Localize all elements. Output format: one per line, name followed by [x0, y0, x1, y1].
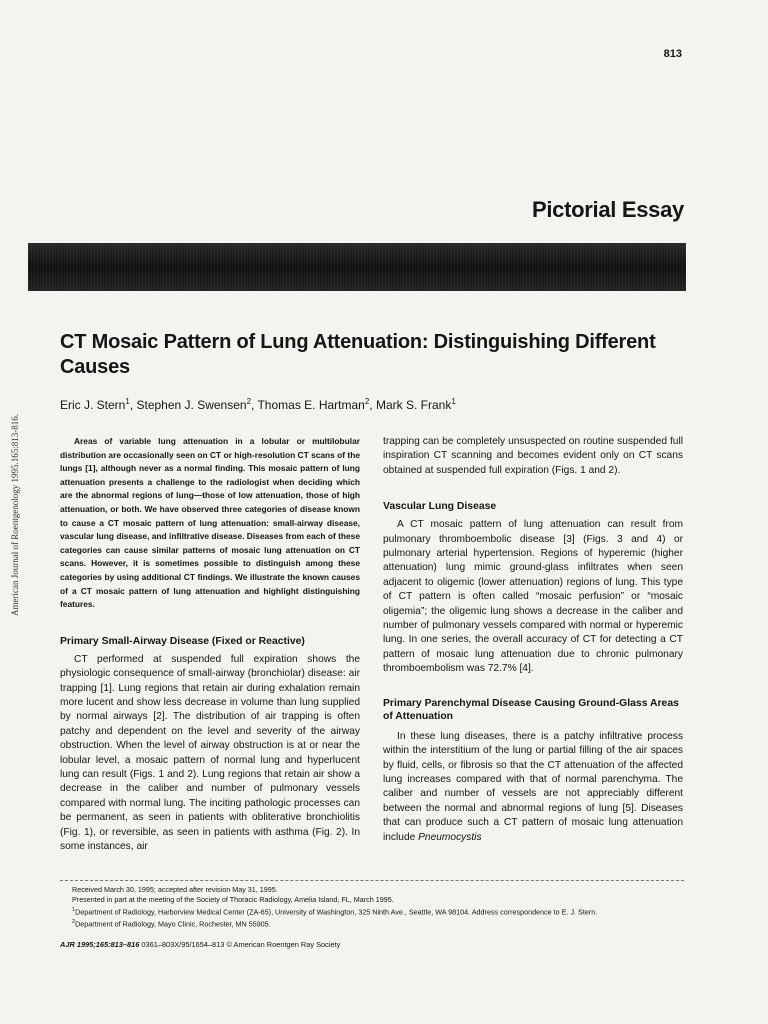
footnote-affiliation-2: $^2$Department of Radiology, Mayo Clinic, Rochester, MN 55905. [72, 919, 271, 929]
page-number: 813 [663, 48, 682, 60]
section-heading-parenchymal: Primary Parenchymal Disease Causing Ground-Glass Areas of Attenuation [383, 697, 679, 722]
section-continuation-small-airway: trapping can be completely unsuspected on routine suspended full inspiration CT scanning and becomes evident only on CT scans obtained at suspended full expiration (Figs. 1 and 2). [383, 436, 683, 476]
author-name: Eric J. Stern [60, 398, 126, 412]
author-affiliation-mark: 1 [125, 397, 130, 406]
section-heading-vascular: Vascular Lung Disease [383, 501, 497, 513]
footnote-presented: Presented in part at the meeting of the Society of Thoracic Radiology, Amelia Island, FL, March 1995. [72, 895, 394, 904]
author-affiliation-mark: 2 [364, 397, 370, 406]
abstract: Areas of variable lung attenuation in a lobular or multilobular distribution are occasionally seen on CT or high-resolution CT scans of the lungs [1], although never as a normal finding. This mosaic pattern of lung attenuation presents a challenge to the radiologist when deciding which are the abnormal regions of lung—those of low attenuation, those of high attenuation, or both. We have observed three categories of disease known to cause a CT mosaic pattern of lung attenuation: small-airway disease, vascular lung disease, and infiltrative disease. Diseases from each of these categories can cause similar patterns of mosaic lung attenuation on CT scans. However, it is sometimes possible to distinguish among these categories by using additional CT findings. We illustrate the known causes of a CT mosaic pattern of lung attenuation and highlight distinguishing features. [60, 436, 360, 610]
article-title: CT Mosaic Pattern of Lung Attenuation: Distinguishing Different Causes [60, 331, 656, 378]
author-affiliation-mark: 1 [451, 397, 456, 406]
side-citation: American Journal of Roentgenology 1995.165:813-816. [10, 414, 20, 616]
author-name: Stephen J. Swensen [136, 398, 247, 412]
decorative-banner [28, 243, 686, 291]
author-name: Mark S. Frank [375, 398, 452, 412]
journal-citation: AJR 1995;165:813–816 0361–803X/95/1654–813 © American Roentgen Ray Society [60, 940, 341, 949]
author-name: Thomas E. Hartman [257, 398, 365, 412]
left-column [60, 435, 360, 854]
section-body-parenchymal: In these lung diseases, there is a patchy infiltrative process within the interstitium of the lung or partial filling of the air spaces by fluid, cells, or fibrosis so that the CT attenuation of the affected lung increases compared with that of normal parenchyma. The caliber and number of vessels are not appreciably different between the normal and abnormal regions of lung [5]. Diseases that can produce such a CT pattern of mosaic lung attenuation include Pneumocystis [383, 730, 683, 843]
italic-term: Pneumocystis [418, 831, 482, 843]
footnote-affiliation-1: $^1$Department of Radiology, Harborview Medical Center (ZA-65), University of Washington, 325 Ninth Ave., Seattle, WA 98104. Address correspondence to E. J. Stern. [72, 907, 598, 917]
author-list: Eric J. Stern$^1$, Stephen J. Swensen$^2$, Thomas E. Hartman$^2$, Mark S. Frank$^1$ [60, 397, 456, 412]
footnotes [72, 885, 692, 930]
section-body-vascular: A CT mosaic pattern of lung attenuation can result from pulmonary thromboembolic disease [3] (Figs. 3 and 4) or pulmonary arterial hypertension. Regions of hyperemic (higher attenuation) lung mimic ground-glass infiltrates when seen adjacent to oligemic (lower attenuation) regions of lung. This type of CT pattern is often called “mosaic perfusion” or “mosaic oligemia”; the oligemic lung shows a decrease in the caliber and number of pulmonary vessels compared with normal or hyperemic lung. In one series, the overall accuracy of CT for detecting a CT pattern of mosaic lung attenuation due to chronic pulmonary thromboembolism was 72.7% [4]. [383, 519, 683, 675]
journal-citation-bold: AJR 1995;165:813–816 [60, 940, 140, 949]
author-affiliation-mark: 2 [246, 397, 252, 406]
section-label: Pictorial Essay [531, 197, 684, 222]
footnote-received: Received March 30, 1995; accepted after revision May 31, 1995. [72, 885, 278, 894]
footnote-divider [60, 880, 684, 881]
right-column [383, 435, 683, 845]
section-heading-small-airway: Primary Small-Airway Disease (Fixed or Reactive) [60, 635, 305, 647]
section-body-small-airway: CT performed at suspended full expiration shows the physiologic consequence of small-airway (bronchiolar) disease: air trapping [1]. Lung regions that retain air during exhalation remain more lucent and show less decrease in volume than lung supplied by normal airways [2]. The distribution of air trapping is often patchy and dependent on the level and severity of the airway obstruction. When the level of airway obstruction is at or near the lobular level, a mosaic pattern of normal lung and hyperlucent lung can result (Figs. 1 and 2). Lung regions that retain air show a decrease in the caliber and number of pulmonary vessels compared with normal lung. The inciting pathologic processes can be permanent, as seen in patients with obliterative bronchiolitis (Fig. 1), or reversible, as seen in patients with asthma (Fig. 2). In some instances, air [60, 653, 360, 852]
